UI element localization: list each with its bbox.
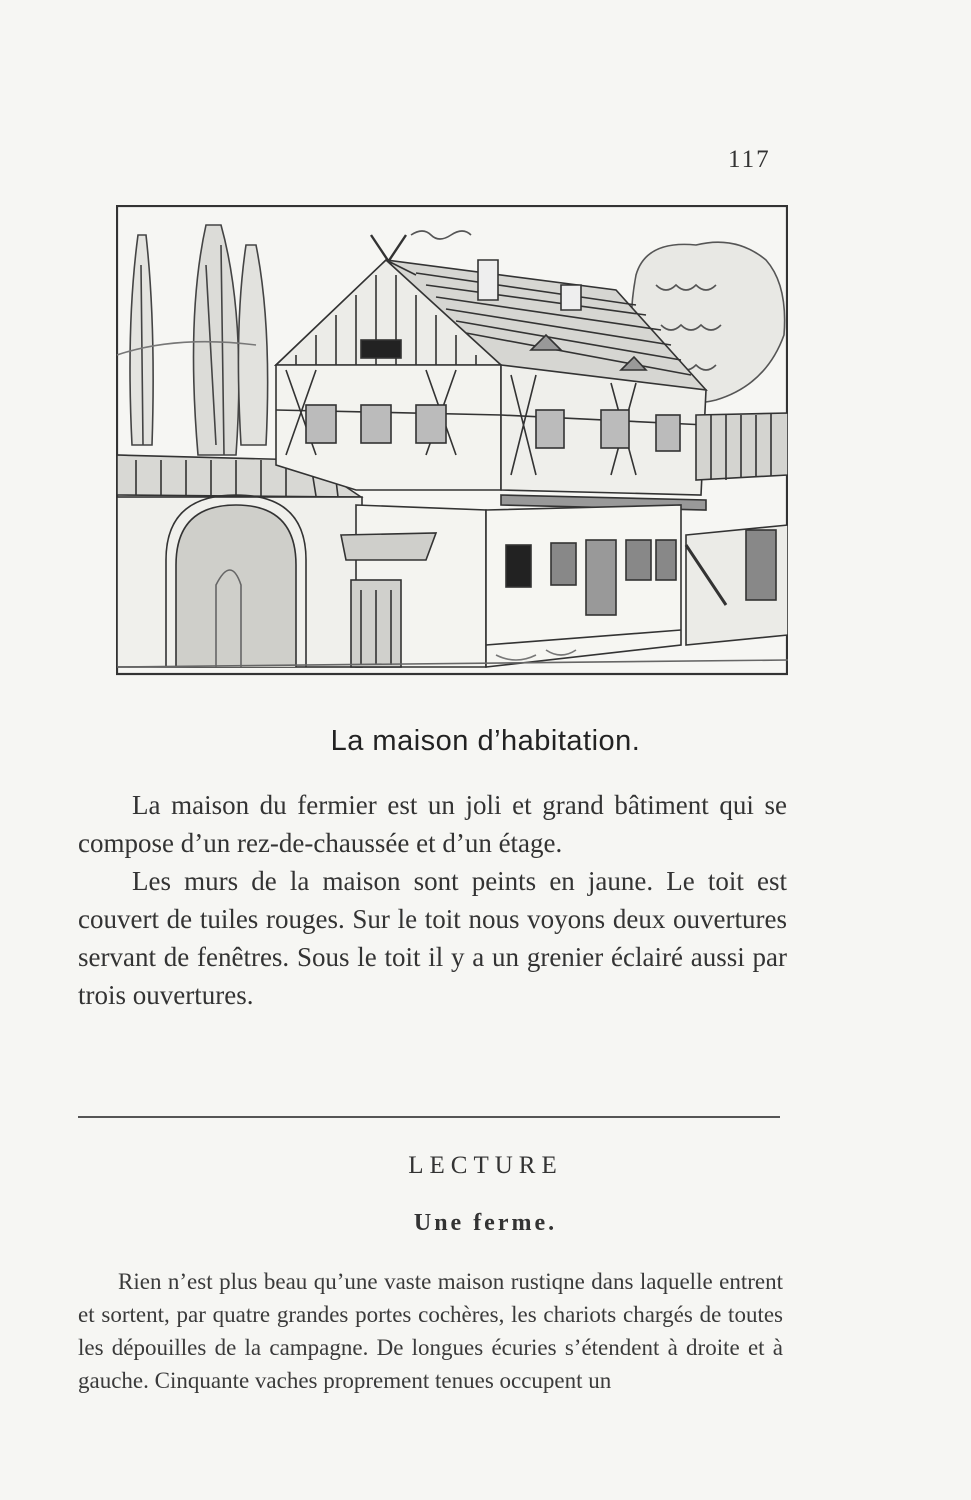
archway [117, 495, 362, 667]
ground-floor [341, 505, 681, 667]
section-divider [78, 1116, 780, 1118]
lesson-text [78, 786, 787, 1014]
reading-text [78, 1265, 783, 1397]
barn [686, 413, 788, 645]
paragraph: La maison du fermier est un joli et grand bâtiment qui se compose d’un rez-de-chaussée et d’un étage. [78, 790, 787, 858]
page-number: 117 [728, 146, 771, 173]
paragraph: Les murs de la maison sont peints en jaune. Le toit est couvert de tuiles rouges. Sur le toit nous voyons deux ouvertures servant de fenêtres. Sous le toit il y a un grenier éclairé aussi par trois ouvertures. [78, 866, 787, 1010]
poplar-trees [130, 225, 268, 455]
farmhouse-illustration [116, 205, 788, 677]
figure-caption: La maison d’habitation. [330, 725, 641, 757]
reading-title: Une ferme. [413, 1210, 558, 1236]
section-heading: LECTURE [408, 1152, 563, 1179]
reading-paragraph: Rien n’est plus beau qu’une vaste maison rustiqne dans laquelle entrent et sortent, par quatre grandes portes cochères, les chariots chargés de toutes les dépouilles de la campagne. De longues écuries s’étendent à droite et à gauche. Cinquante vaches proprement tenues occupent un [78, 1269, 783, 1393]
